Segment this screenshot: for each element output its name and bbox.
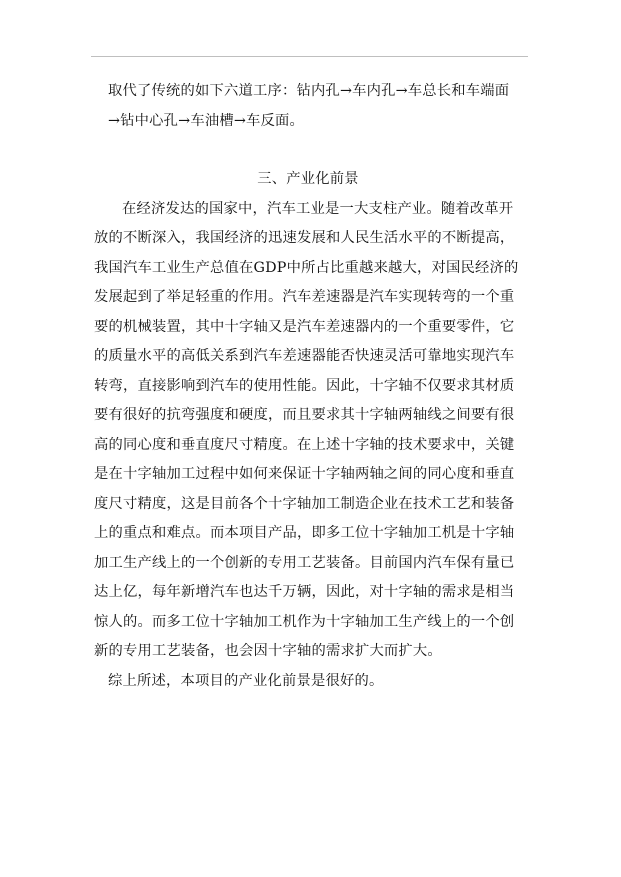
section-paragraph — [94, 195, 528, 667]
summary-line: 综上所述，本项目的产业化前景是很好的。 — [108, 672, 384, 689]
paragraph-line-10: 是在十字轴加工过程中如何来保证十字轴两轴之间的同心度和垂直 — [94, 466, 515, 482]
paragraph-line-7: 转弯，直接影响到汽车的使用性能。因此，十字轴不仅要求其材质 — [94, 377, 515, 394]
intro-paragraph — [108, 77, 528, 136]
paragraph-line-13: 加工生产线上的一个创新的专用工艺装备。目前国内汽车保有量已 — [94, 554, 515, 571]
paragraph-line-1: 在经济发达的国家中，汽车工业是一大支柱产业。随着改革开 — [122, 200, 514, 217]
paragraph-line-12: 上的重点和难点。而本项目产品，即多工位十字轴加工机是十字轴 — [94, 525, 515, 541]
section-heading: 三、产业化前景 — [257, 171, 359, 187]
document-body — [94, 77, 528, 696]
summary-paragraph — [108, 667, 528, 697]
intro-line-1: 取代了传统的如下六道工序：钻内孔→车内孔→车总长和车端面 — [108, 83, 510, 99]
paragraph-line-3: 我国汽车工业生产总值在GDP中所占比重越来越大，对国民经济的 — [94, 259, 519, 276]
paragraph-line-5: 要的机械装置，其中十字轴又是汽车差速器内的一个重要零件，它 — [94, 318, 515, 335]
paragraph-line-4: 发展起到了举足轻重的作用。汽车差速器是汽车实现转弯的一个重 — [94, 289, 515, 305]
paragraph-line-9: 高的同心度和垂直度尺寸精度。在上述十字轴的技术要求中，关键 — [94, 436, 515, 453]
intro-line-2: →钻中心孔→车油槽→车反面。 — [108, 112, 305, 129]
header-rule — [91, 56, 528, 57]
paragraph-line-15: 惊人的。而多工位十字轴加工机作为十字轴加工生产线上的一个创 — [94, 613, 515, 630]
paragraph-line-6: 的质量水平的高低关系到汽车差速器能否快速灵活可靠地实现汽车 — [94, 348, 515, 364]
paragraph-line-11: 度尺寸精度，这是目前各个十字轴加工制造企业在技术工艺和装备 — [94, 495, 515, 512]
paragraph-line-2: 放的不断深入，我国经济的迅速发展和人民生活水平的不断提高， — [94, 230, 515, 246]
paragraph-line-14: 达上亿，每年新增汽车也达千万辆，因此，对十字轴的需求是相当 — [94, 584, 515, 600]
paragraph-line-16: 新的专用工艺装备，也会因十字轴的需求扩大而扩大。 — [94, 643, 442, 659]
paragraph-line-8: 要有很好的抗弯强度和硬度，而且要求其十字轴两轴线之间要有很 — [94, 407, 515, 423]
